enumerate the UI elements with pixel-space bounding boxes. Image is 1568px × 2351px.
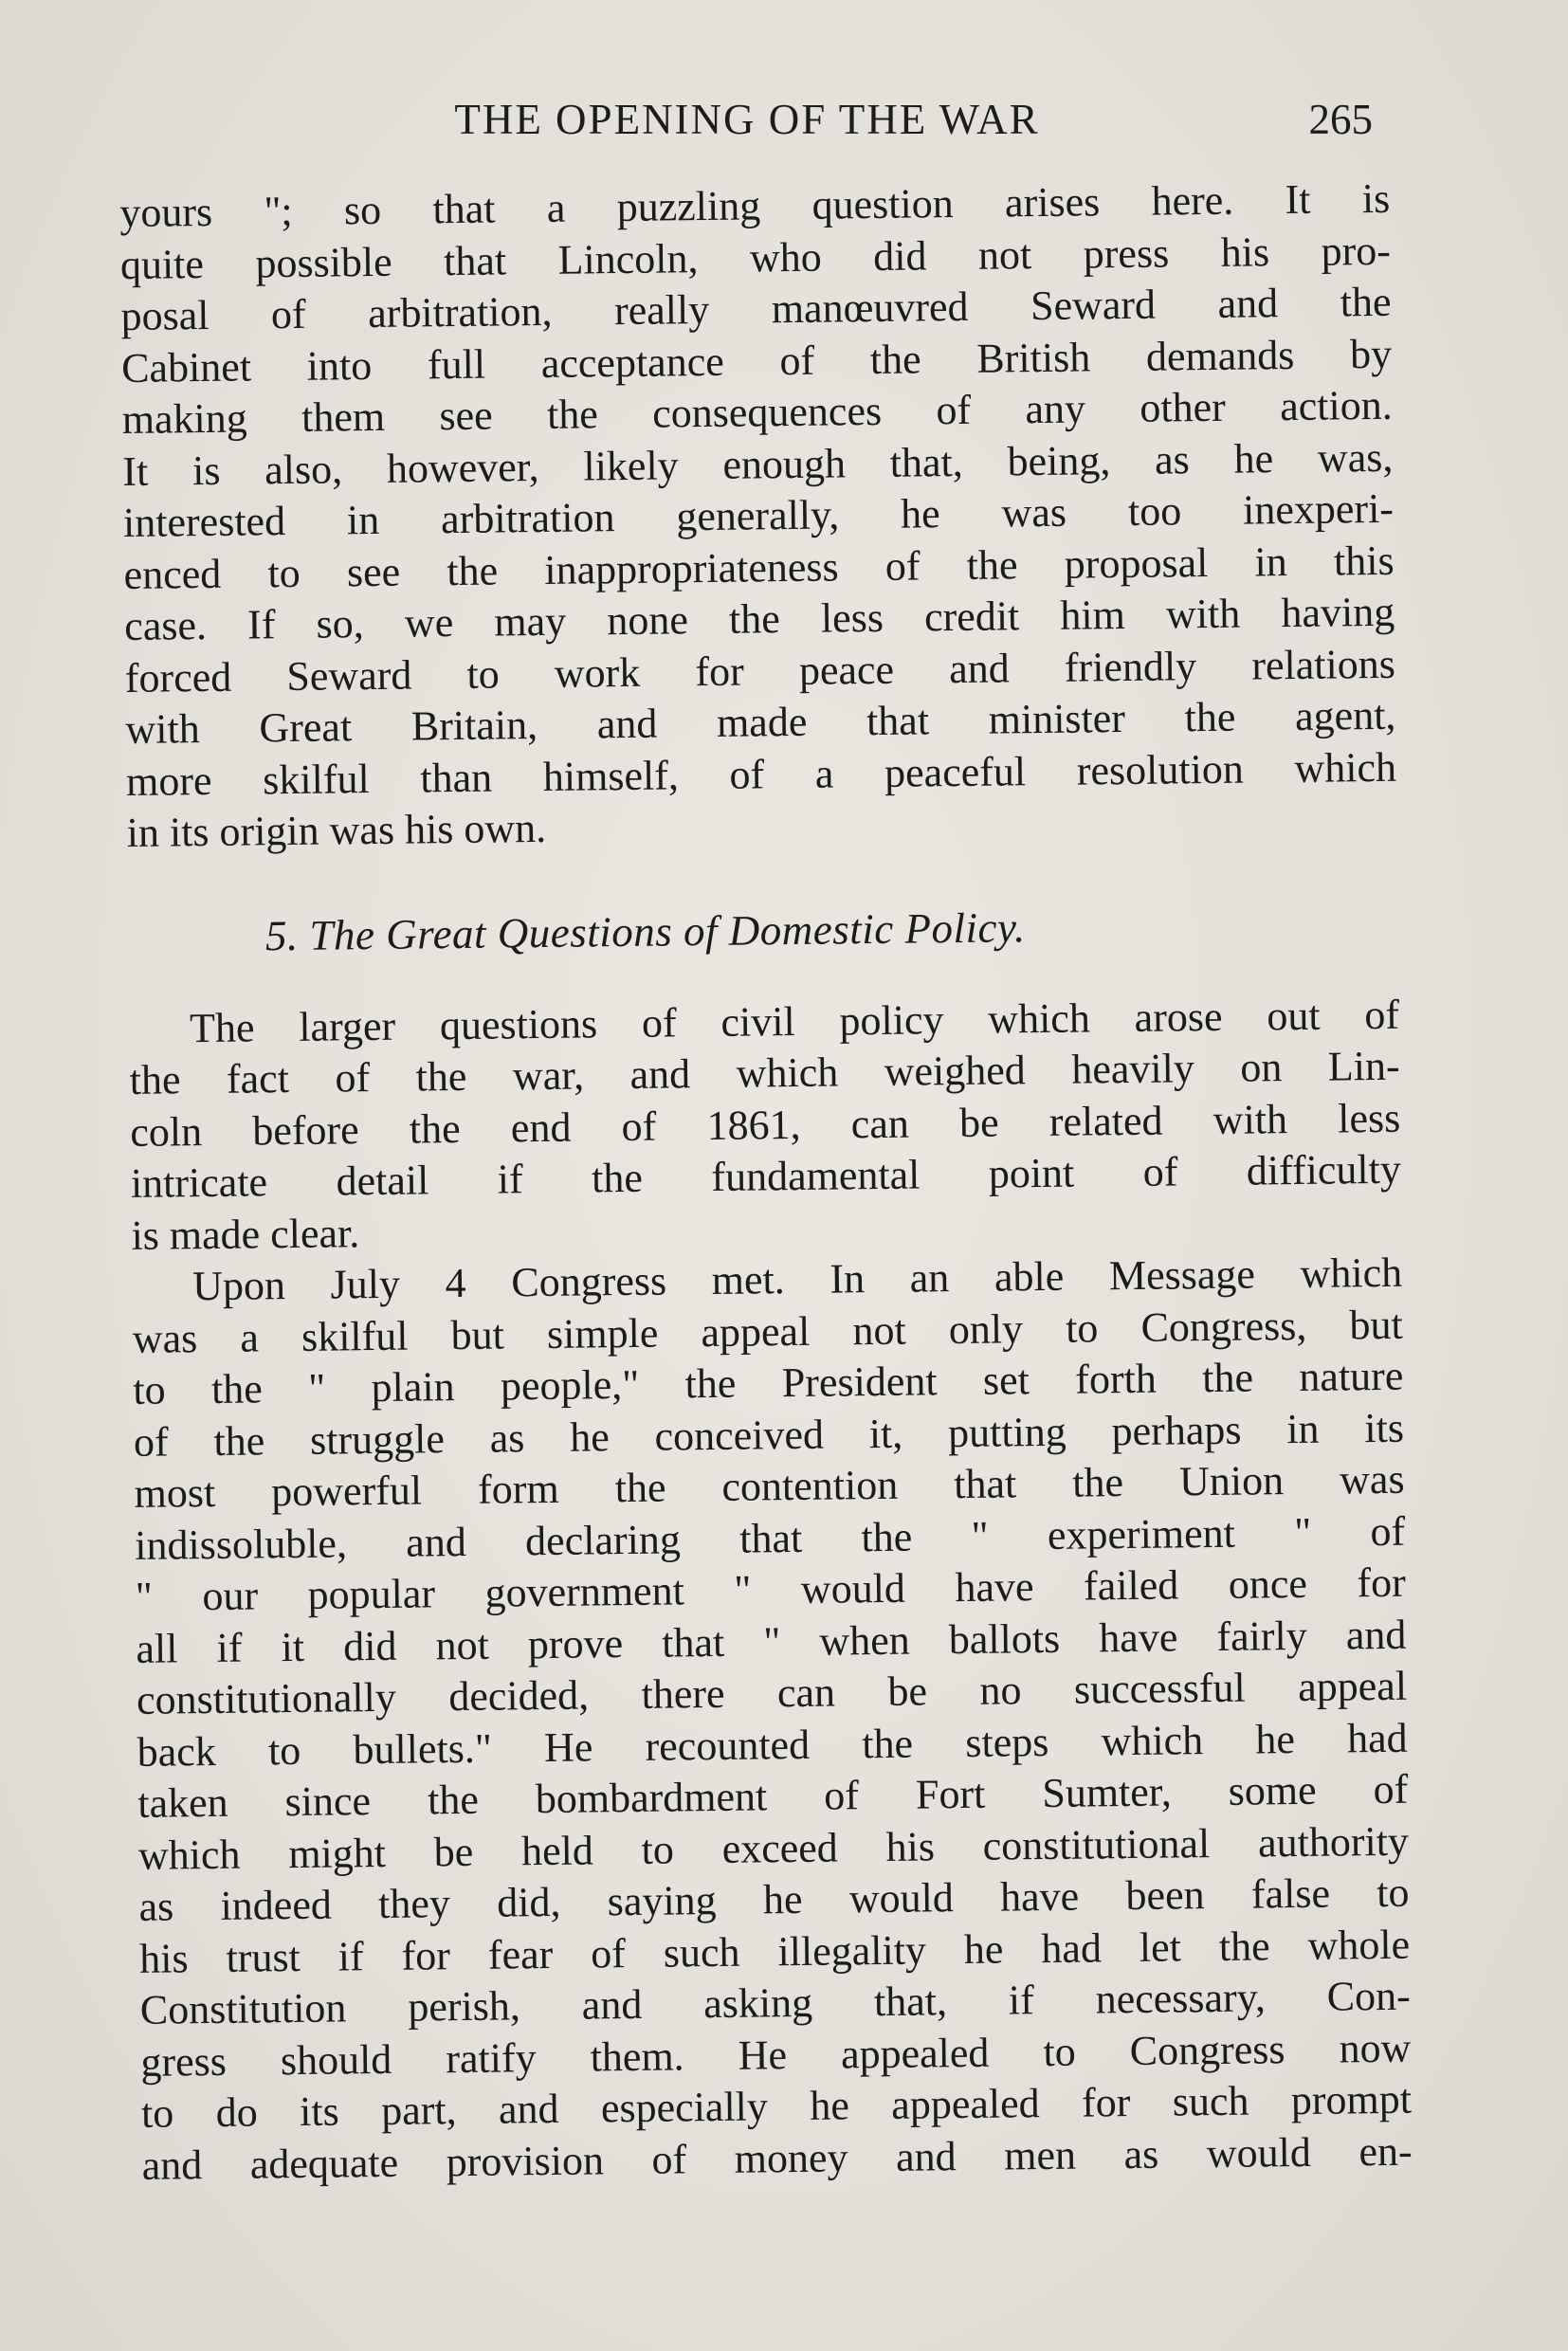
text-line: yours "; so that a puzzling question arises here. It is bbox=[119, 174, 1391, 236]
text-line: with Great Britain, and made that minister the agent, bbox=[125, 691, 1396, 753]
text-line: forced Seward to work for peace and friendly relations bbox=[124, 640, 1396, 702]
text-line: in its origin was his own. bbox=[126, 804, 547, 856]
text-line: his trust if for fear of such illegality he had let the whole bbox=[138, 1921, 1411, 1982]
body-text bbox=[119, 173, 1413, 2192]
text-line: The larger questions of civil policy which arose out of bbox=[189, 991, 1400, 1051]
text-line: interested in arbitration generally, he was too inexperi- bbox=[122, 484, 1395, 546]
paragraph-2-continued bbox=[129, 1041, 1401, 1262]
text-line: taken since the bombardment of Fort Sumter, some of bbox=[137, 1765, 1409, 1827]
text-line: making them see the consequences of any other action. bbox=[121, 381, 1393, 443]
text-line: the fact of the war, and which weighed heavily on Lin- bbox=[129, 1042, 1400, 1103]
text-line: to the " plain people," the President set forth the nature bbox=[133, 1352, 1404, 1413]
text-line: and adequate provision of money and men as would en- bbox=[141, 2127, 1413, 2189]
paragraph-3-continued bbox=[132, 1299, 1412, 2192]
text-line: posal of arbitration, really manœuvred Seward and the bbox=[120, 278, 1392, 339]
text-line: Constitution perish, and asking that, if necessary, Con- bbox=[139, 1972, 1412, 2033]
page-number: 265 bbox=[1308, 96, 1373, 143]
text-line: more skilful than himself, of a peaceful resolution which bbox=[125, 743, 1397, 805]
text-line: is made clear. bbox=[131, 1209, 360, 1259]
page-header bbox=[121, 95, 1373, 161]
text-line: back to bullets." He recounted the steps which he had bbox=[137, 1714, 1408, 1776]
text-line: It is also, however, likely enough that, being, as he was, bbox=[122, 433, 1394, 495]
text-line: coln before the end of 1861, can be related with less bbox=[130, 1094, 1401, 1156]
text-line: quite possible that Lincoln, who did not press his pro- bbox=[119, 227, 1392, 288]
text-line: which might be held to exceed his constitutional authority bbox=[137, 1817, 1410, 1879]
text-line: all if it did not prove that " when ballots have fairly and bbox=[136, 1611, 1407, 1672]
text-line: most powerful form the contention that the Union was bbox=[134, 1455, 1405, 1517]
text-line: Cabinet into full acceptance of the British demands by bbox=[120, 330, 1393, 392]
text-line: case. If so, we may none the less credit him with having bbox=[123, 588, 1395, 649]
text-line: Upon July 4 Congress met. In an able Message which bbox=[191, 1248, 1403, 1310]
text-line: constitutionally decided, there can be no successful appeal bbox=[136, 1662, 1408, 1723]
paragraph-1 bbox=[119, 173, 1397, 860]
text-line: of the struggle as he conceived it, putting perhaps in its bbox=[133, 1404, 1405, 1466]
text-line: to do its part, and especially he appealed for such prompt bbox=[140, 2075, 1413, 2137]
text-line: as indeed they did, saying he would have been false to bbox=[138, 1868, 1410, 1930]
text-line: " our popular government " would have failed once for bbox=[135, 1558, 1407, 1620]
text-line: indissoluble, and declaring that the " experiment " of bbox=[134, 1507, 1406, 1569]
running-title: THE OPENING OF THE WAR bbox=[454, 96, 1040, 143]
text-line: enced to see the inappropriateness of the proposal in this bbox=[123, 537, 1395, 598]
text-line: gress should ratify them. He appealed to Congress now bbox=[140, 2024, 1412, 2086]
section-heading: 5. The Great Questions of Domestic Policy. bbox=[264, 902, 1026, 959]
text-line: intricate detail if the fundamental point of difficulty bbox=[130, 1145, 1402, 1207]
text-line: was a skilful but simple appeal not only to Congress, but bbox=[132, 1301, 1403, 1362]
